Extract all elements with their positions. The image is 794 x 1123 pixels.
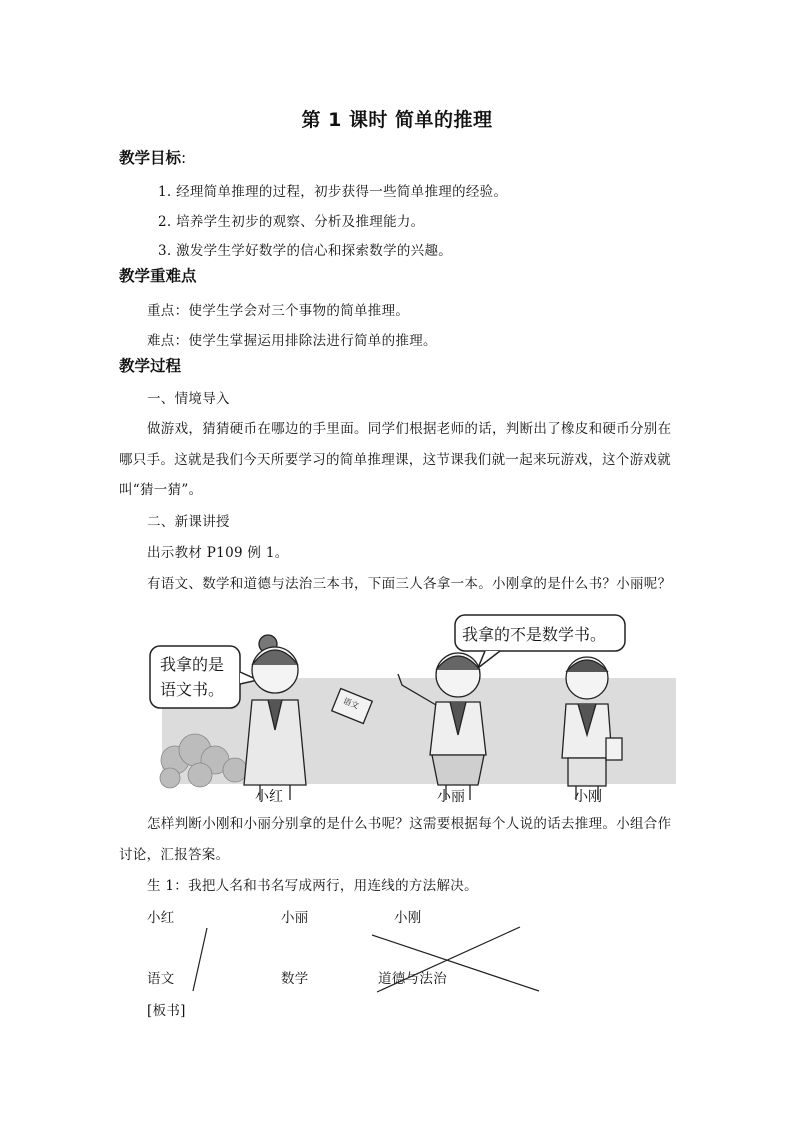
- section2-title: 二、新课讲授: [147, 514, 230, 530]
- book-label: 语文: [341, 696, 361, 711]
- objective-item-3: 3. 激发学生学好数学的信心和探索数学的兴趣。: [158, 243, 453, 259]
- section1-line-3: 叫“猜一猜”。: [119, 482, 203, 498]
- bubble-left-line-1: 我拿的是: [160, 655, 225, 674]
- student1-answer: 生 1：我把人名和书名写成两行，用连线的方法解决。: [147, 878, 478, 894]
- objective-item-1: 1. 经理简单推理的过程，初步获得一些简单推理的经验。: [158, 184, 508, 200]
- name-label-xiaohong: 小红: [255, 789, 283, 805]
- discussion-line-2: 讨论，汇报答案。: [119, 847, 230, 863]
- match-name-xiaohong: 小红: [147, 910, 175, 926]
- link-line-xiaohong-chinese: [193, 928, 207, 991]
- difficulty-text: 难点：使学生掌握运用排除法进行简单的推理。: [147, 333, 437, 349]
- name-label-xiaogang: 小刚: [574, 789, 602, 805]
- section1-line-1: 做游戏，猜猜硬币在哪边的手里面。同学们根据老师的话，判断出了橡皮和硬币分别在: [147, 421, 672, 437]
- objective-item-2: 2. 培养学生初步的观察、分析及推理能力。: [158, 214, 425, 230]
- show-textbook-text: 出示教材 P109 例 1。: [147, 545, 289, 561]
- link-line-cross-2: [377, 927, 520, 992]
- name-label-xiaoli: 小丽: [437, 789, 465, 805]
- focus-text: 重点：使学生学会对三个事物的简单推理。: [147, 303, 410, 319]
- objectives-heading: 教学目标:: [119, 149, 187, 167]
- example-question: 有语文、数学和道德与法治三本书，下面三人各拿一本。小刚拿的是什么书？小丽呢？: [147, 576, 672, 592]
- match-book-math: 数学: [281, 971, 309, 987]
- discussion-line-1: 怎样判断小刚和小丽分别拿的是什么书呢？这需要根据每个人说的话去推理。小组合作: [147, 816, 672, 832]
- bubble-right-text: 我拿的不是数学书。: [462, 625, 607, 644]
- section1-title: 一、情境导入: [147, 391, 230, 407]
- bubble-left-line-2: 语文书。: [160, 680, 225, 699]
- key-points-heading: 教学重难点: [119, 267, 197, 285]
- board-note: [板书]: [147, 1003, 186, 1019]
- process-heading: 教学过程: [119, 357, 182, 375]
- page-title: 第 1 课时 简单的推理: [301, 109, 493, 131]
- match-book-chinese: 语文: [147, 971, 175, 987]
- match-book-morality: 道德与法治: [378, 971, 447, 987]
- match-name-xiaoli: 小丽: [281, 910, 309, 926]
- match-name-xiaogang: 小刚: [394, 910, 422, 926]
- section1-line-2: 哪只手。这就是我们今天所要学习的简单推理课，这节课我们就一起来玩游戏，这个游戏就: [119, 452, 671, 468]
